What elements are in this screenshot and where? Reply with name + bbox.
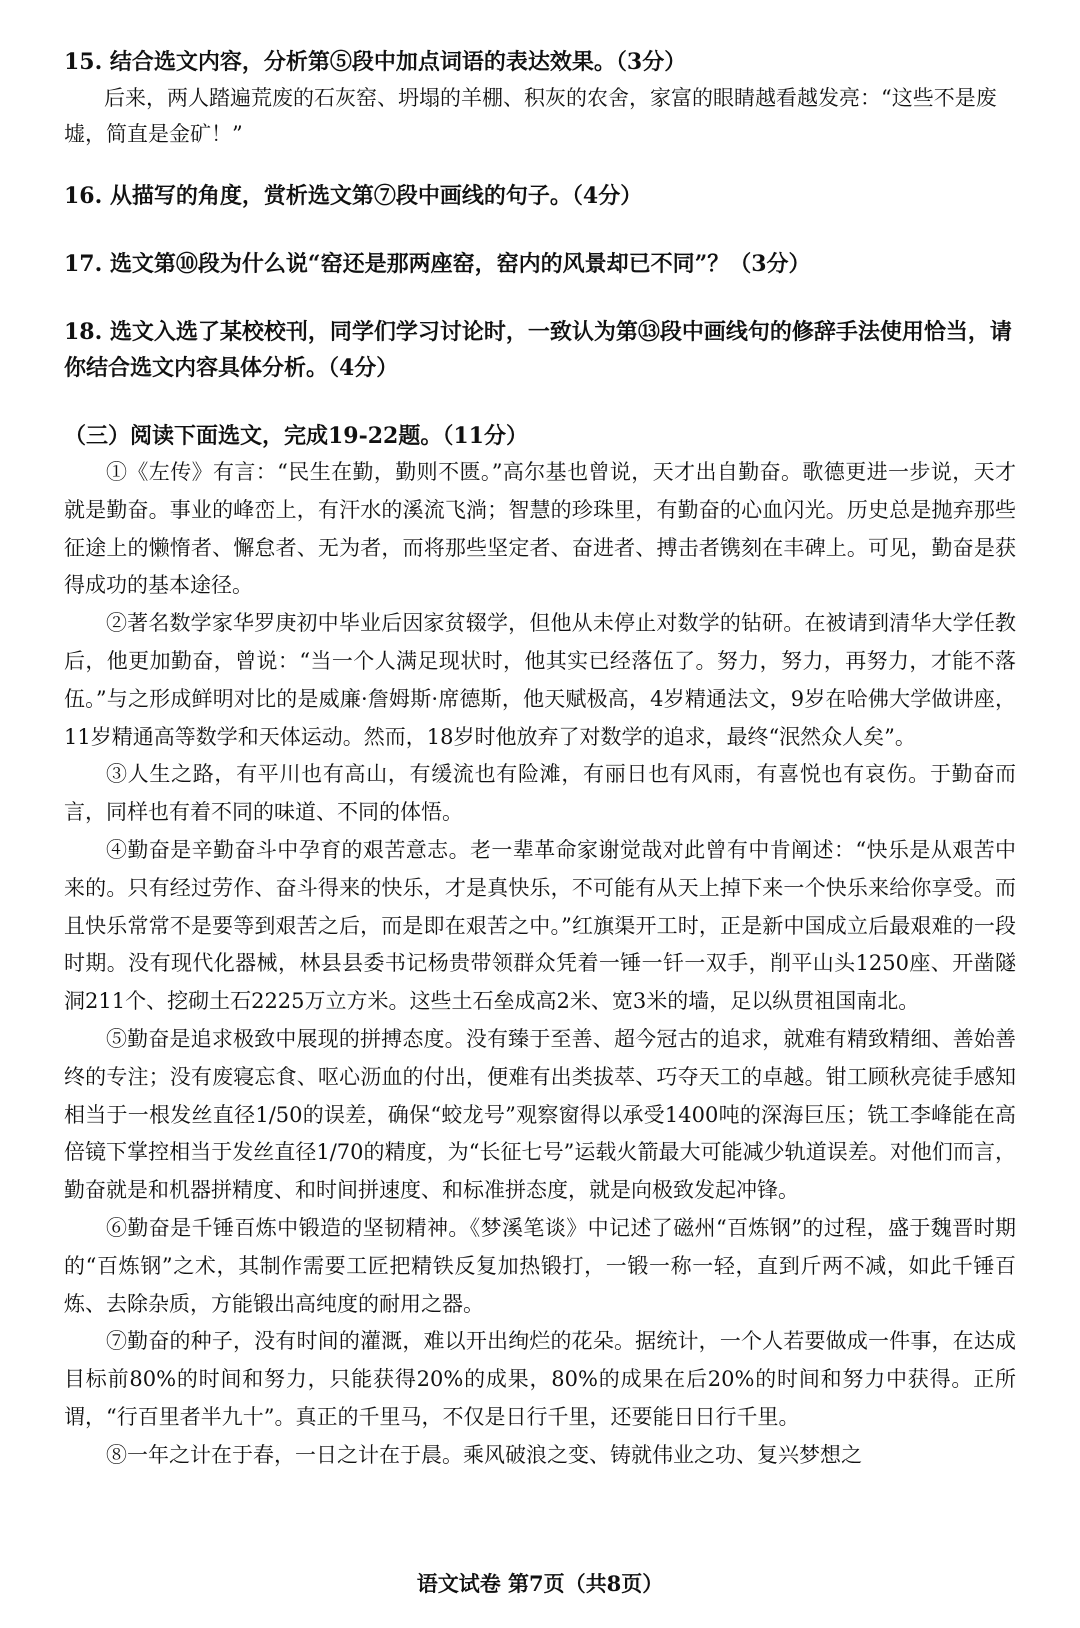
page-footer: 语文试卷 第7页（共8页）: [416, 1571, 664, 1596]
section-3-heading: （三）阅读下面选文，完成19-22题。（11分）: [64, 423, 528, 449]
paragraph-2: ②著名数学家华罗庚初中毕业后因家贫辍学，但他从未停止对数学的钻研。在被请到清华大学任教后，他更加勤奋，曾说：“当一个人满足现状时，他其实已经落伍了。努力，努力，再努力，才能不落伍。”与之形成鲜明对比的是威廉·詹姆斯·席德斯，他天赋极高，4岁精通法文，9岁在哈佛大学做讲座，11岁精通高等数学和天体运动。然而，18岁时他放弃了对数学的追求，最终“泯然众人矣”。: [64, 611, 1016, 749]
question-17: 17. 选文第⑩段为什么说“窑还是那两座窑，窑内的风景却已不同”？（3分）: [64, 251, 811, 277]
paragraph-4: ④勤奋是辛勤奋斗中孕育的艰苦意志。老一辈革命家谢觉哉对此曾有中肯阐述：“快乐是从艰苦中来的。只有经过劳作、奋斗得来的快乐，才是真快乐，不可能有从天上掉下来一个快乐来给你享受。而且快乐常常不是要等到艰苦之后，而是即在艰苦之中。”红旗渠开工时，正是新中国成立后最艰难的一段时期。没有现代化器械，林县县委书记杨贵带领群众凭着一锤一钎一双手，削平山头1250座、开凿隧洞211个、挖砌土石2225万立方米。这些土石垒成高2米、宽3米的墙，足以纵贯祖国南北。: [64, 837, 1016, 1014]
paragraph-7: ⑦勤奋的种子，没有时间的灌溉，难以开出绚烂的花朵。据统计，一个人若要做成一件事，在达成目标前80%的时间和努力，只能获得20%的成果，80%的成果在后20%的时间和努力中获得。正所谓，“行百里者半九十”。真正的千里马，不仅是日行千里，还要能日日行千里。: [64, 1329, 1016, 1429]
paragraph-3: ③人生之路，有平川也有高山，有缓流也有险滩，有丽日也有风雨，有喜悦也有哀伤。于勤奋而言，同样也有着不同的味道、不同的体悟。: [64, 762, 1016, 825]
paragraph-8: ⑧一年之计在于春，一日之计在于晨。乘风破浪之变、铸就伟业之功、复兴梦想之: [106, 1442, 862, 1467]
reading-passage: [64, 454, 1016, 1475]
question-15: 15. 结合选文内容，分析第⑤段中加点词语的表达效果。（3分）: [64, 49, 687, 75]
question-15-quote: 后来，两人踏遍荒废的石灰窑、坍塌的羊棚、积灰的农舍，家富的眼睛越看越发亮：“这些不是废墟，简直是金矿！”: [64, 86, 997, 146]
paragraph-5: ⑤勤奋是追求极致中展现的拼搏态度。没有臻于至善、超今冠古的追求，就难有精致精细、善始善终的专注；没有废寝忘食、呕心沥血的付出，便难有出类拔萃、巧夺天工的卓越。钳工顾秋亮徒手感知相当于一根发丝直径1/50的误差，确保“蛟龙号”观察窗得以承受1400吨的深海巨压；铣工李峰能在高倍镜下掌控相当于发丝直径1/70的精度，为“长征七号”运载火箭最大可能减少轨道误差。对他们而言，勤奋就是和机器拼精度、和时间拼速度、和标准拼态度，就是向极致发起冲锋。: [64, 1026, 1016, 1203]
paragraph-6: ⑥勤奋是千锤百炼中锻造的坚韧精神。《梦溪笔谈》中记述了磁州“百炼钢”的过程，盛于魏晋时期的“百炼钢”之术，其制作需要工匠把精铁反复加热锻打，一锻一称一轻，直到斤两不减，如此千锤百炼、去除杂质，方能锻出高纯度的耐用之器。: [64, 1215, 1016, 1316]
question-16: 16. 从描写的角度，赏析选文第⑦段中画线的句子。（4分）: [64, 183, 643, 209]
paragraph-1: ①《左传》有言：“民生在勤，勤则不匮。”高尔基也曾说，天才出自勤奋。歌德更进一步说，天才就是勤奋。事业的峰峦上，有汗水的溪流飞淌；智慧的珍珠里，有勤奋的心血闪光。历史总是抛弃那些征途上的懒惰者、懈怠者、无为者，而将那些坚定者、奋进者、搏击者镌刻在丰碑上。可见，勤奋是获得成功的基本途径。: [64, 460, 1016, 598]
question-18: 18. 选文入选了某校校刊，同学们学习讨论时，一致认为第⑬段中画线句的修辞手法使用恰当，请你结合选文内容具体分析。（4分）: [64, 319, 1012, 381]
